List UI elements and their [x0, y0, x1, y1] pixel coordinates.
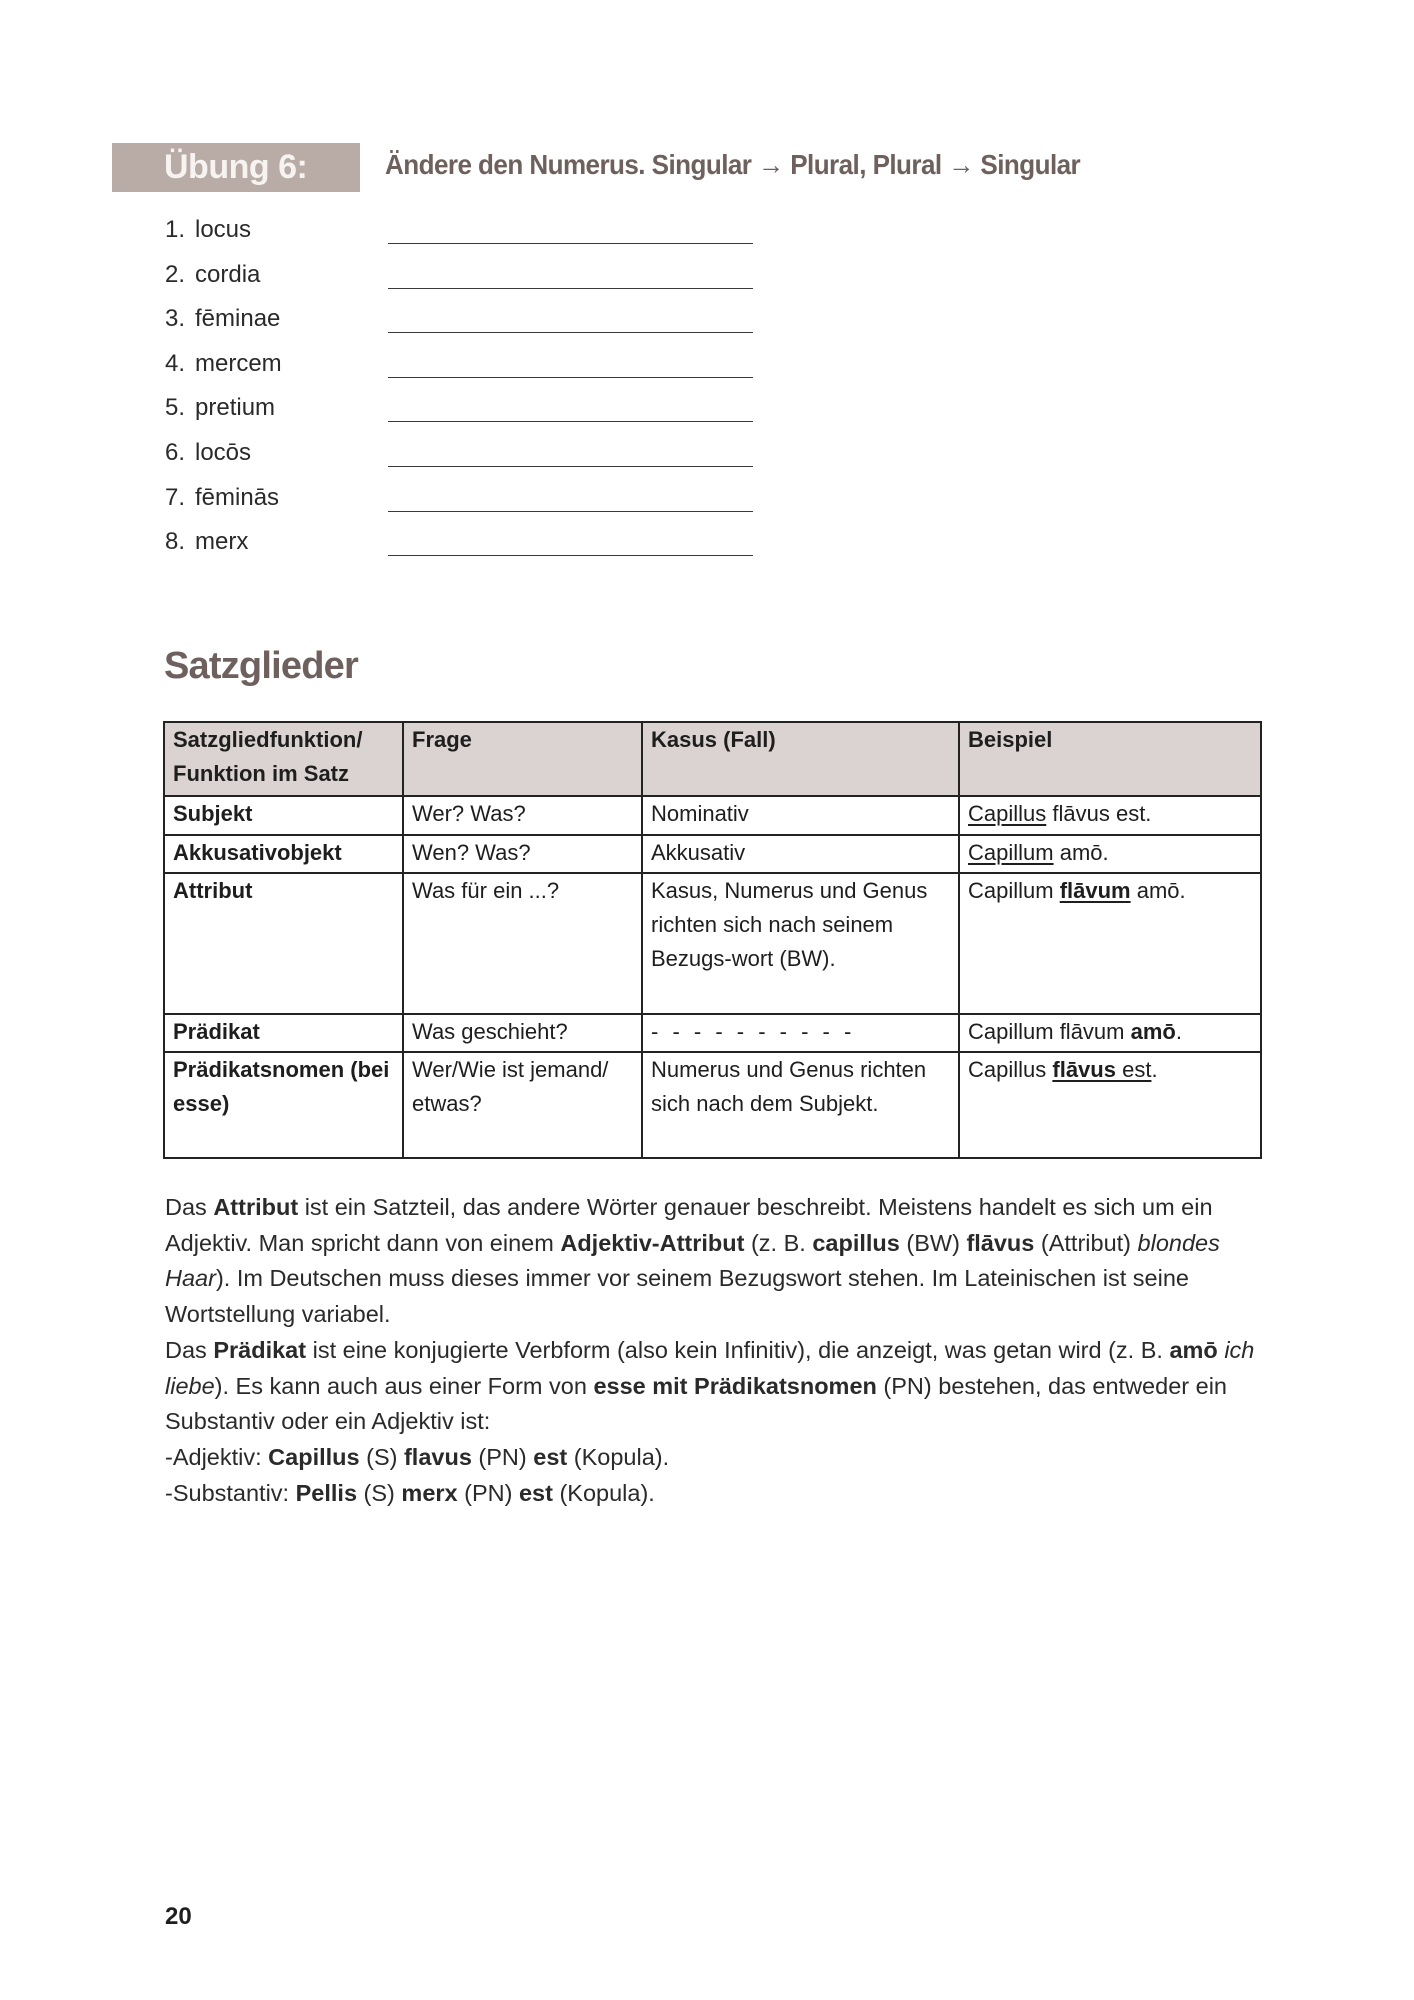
- cell-function: Akkusativobjekt: [164, 835, 403, 873]
- cell-question: Wer/Wie ist jemand/ etwas?: [403, 1052, 642, 1158]
- cell-function: Subjekt: [164, 796, 403, 835]
- latin-word: est: [533, 1443, 568, 1470]
- latin-word: est: [518, 1479, 553, 1506]
- exercise-item: [165, 305, 785, 350]
- item-word: cordia: [195, 260, 261, 288]
- item-word: merx: [195, 528, 249, 556]
- text: -Substantiv:: [165, 1479, 296, 1506]
- text: ). Im Deutschen muss dieses immer vor seinem Bezugswort stehen. Im Lateinischen ist seine Wortstellung variabel.: [165, 1265, 1189, 1328]
- answer-blank[interactable]: [388, 332, 753, 333]
- text: (S): [357, 1479, 402, 1506]
- cell-function: Prädikat: [164, 1014, 403, 1052]
- example-before: Capillum flāvum: [968, 1019, 1131, 1044]
- item-word: fēminae: [195, 305, 281, 333]
- example-highlight: Capillus: [968, 801, 1047, 826]
- latin-example: flāvus: [966, 1229, 1035, 1256]
- text: ist eine konjugierte Verbform (also kein Infinitiv), die anzeigt, was getan wird (z. B.: [306, 1336, 1170, 1363]
- exercise-label: Übung 6:: [164, 148, 308, 186]
- example-line-substantiv: [165, 1476, 1275, 1512]
- paragraph-praedikat: [165, 1333, 1275, 1440]
- translation: blondes Haar: [165, 1229, 1220, 1292]
- example-highlight: amō: [1130, 1019, 1176, 1044]
- column-header-case: Kasus (Fall): [642, 722, 959, 796]
- cell-function: Attribut: [164, 873, 403, 1014]
- item-word: fēminās: [195, 483, 280, 511]
- cell-case: Kasus, Numerus und Genus richten sich nach seinem Bezugs-wort (BW).: [642, 873, 959, 1014]
- item-word: locōs: [195, 438, 252, 466]
- cell-example: [959, 1014, 1261, 1052]
- example-rest: flāvus est.: [1046, 801, 1152, 826]
- example-rest: amō.: [1053, 840, 1109, 865]
- text: (PN) bestehen, das entweder ein Substantiv oder ein Adjektiv ist:: [165, 1372, 1227, 1435]
- exercise-item: [165, 394, 785, 439]
- item-number: 3.: [165, 305, 186, 333]
- text: (PN): [457, 1479, 519, 1506]
- exercise-list: [165, 216, 785, 573]
- cell-case: Nominativ: [642, 796, 959, 835]
- item-number: 5.: [165, 394, 186, 422]
- page-number: 20: [165, 1903, 192, 1930]
- term-praedikat: Prädikat: [213, 1336, 307, 1363]
- table-row: [164, 1052, 1261, 1158]
- item-word: mercem: [195, 349, 282, 377]
- example-highlight: flāvus: [1052, 1057, 1116, 1082]
- answer-blank[interactable]: [388, 377, 753, 378]
- cell-function: Prädikatsnomen (bei esse): [164, 1052, 403, 1158]
- latin-word: merx: [401, 1479, 458, 1506]
- cell-question: Wer? Was?: [403, 796, 642, 835]
- latin-example: capillus: [812, 1229, 900, 1256]
- cell-case: Numerus und Genus richten sich nach dem Subjekt.: [642, 1052, 959, 1158]
- exercise-instruction: Ändere den Numerus. Singular → Plural, Plural → Singular: [385, 149, 1081, 180]
- cell-case: - - - - - - - - - -: [642, 1014, 959, 1052]
- example-line-adjektiv: [165, 1440, 1275, 1476]
- cell-case: Akkusativ: [642, 835, 959, 873]
- answer-blank[interactable]: [388, 466, 753, 467]
- item-number: 2.: [165, 260, 186, 288]
- table-row: [164, 835, 1261, 873]
- item-number: 6.: [165, 438, 186, 466]
- term-attribut: Attribut: [213, 1194, 299, 1220]
- exercise-item: [165, 261, 785, 306]
- text: (Kopula).: [552, 1479, 655, 1506]
- item-number: 4.: [165, 349, 186, 377]
- text: ist ein Satzteil, das andere Wörter genauer beschreibt. Meistens handelt es sich um ein Adjektiv. Man spricht dann von einem: [165, 1194, 1213, 1256]
- answer-blank[interactable]: [388, 288, 753, 289]
- example-rest: .: [1151, 1057, 1158, 1082]
- latin-word: flavus: [403, 1443, 472, 1470]
- example-underlined-rest: est: [1115, 1057, 1152, 1082]
- answer-blank[interactable]: [388, 243, 753, 244]
- text: (Kopula).: [567, 1443, 670, 1470]
- satzglieder-table: [163, 721, 1262, 1159]
- example-rest: amō.: [1130, 878, 1186, 903]
- paragraph-attribut: [165, 1190, 1275, 1333]
- answer-blank[interactable]: [388, 555, 753, 556]
- item-word: locus: [195, 216, 252, 243]
- exercise-item: [165, 528, 785, 573]
- text: Das: [165, 1194, 214, 1220]
- cell-example: [959, 1052, 1261, 1158]
- text: (S): [359, 1443, 404, 1470]
- item-number: 1.: [165, 216, 186, 243]
- text: Das: [165, 1336, 214, 1363]
- example-rest: .: [1175, 1019, 1182, 1044]
- table-row: [164, 1014, 1261, 1052]
- section-heading: Satzglieder: [164, 645, 358, 687]
- item-word: pretium: [195, 394, 276, 422]
- translation: ich liebe: [165, 1336, 1255, 1399]
- table-row: [164, 796, 1261, 835]
- column-header-example: Beispiel: [959, 722, 1261, 796]
- text: -Adjektiv:: [165, 1443, 269, 1470]
- explanation-text: [165, 1190, 1275, 1511]
- latin-example: amō: [1169, 1336, 1218, 1363]
- text: (PN): [471, 1443, 534, 1470]
- cell-question: Was geschieht?: [403, 1014, 642, 1052]
- exercise-item: [165, 216, 785, 261]
- term-esse-praedikatsnomen: esse mit Prädikatsnomen: [593, 1372, 877, 1399]
- text: (z. B.: [744, 1229, 813, 1256]
- example-highlight: Capillum: [968, 840, 1054, 865]
- table-row: [164, 873, 1261, 1014]
- answer-blank[interactable]: [388, 511, 753, 512]
- cell-question: Was für ein ...?: [403, 873, 642, 1014]
- cell-example: [959, 873, 1261, 1014]
- table-header-row: [164, 722, 1261, 796]
- text: ). Es kann auch aus einer Form von: [214, 1372, 594, 1399]
- term-adjektiv-attribut: Adjektiv-Attribut: [560, 1229, 745, 1256]
- exercise-item: [165, 484, 785, 529]
- cell-question: Wen? Was?: [403, 835, 642, 873]
- cell-example: [959, 835, 1261, 873]
- item-number: 7.: [165, 483, 186, 511]
- answer-blank[interactable]: [388, 421, 753, 422]
- latin-word: Capillus: [268, 1443, 360, 1470]
- column-header-question: Frage: [403, 722, 642, 796]
- example-before: Capillus: [968, 1057, 1053, 1082]
- example-before: Capillum: [968, 878, 1060, 903]
- latin-word: Pellis: [295, 1479, 358, 1506]
- cell-example: [959, 796, 1261, 835]
- item-number: 8.: [165, 528, 186, 556]
- exercise-item: [165, 439, 785, 484]
- column-header-function: Satzgliedfunktion/ Funktion im Satz: [164, 722, 403, 796]
- exercise-label-box: [112, 143, 360, 192]
- example-highlight: flāvum: [1059, 878, 1131, 903]
- exercise-item: [165, 350, 785, 395]
- text: (BW): [899, 1229, 967, 1256]
- text: (Attribut): [1034, 1229, 1138, 1256]
